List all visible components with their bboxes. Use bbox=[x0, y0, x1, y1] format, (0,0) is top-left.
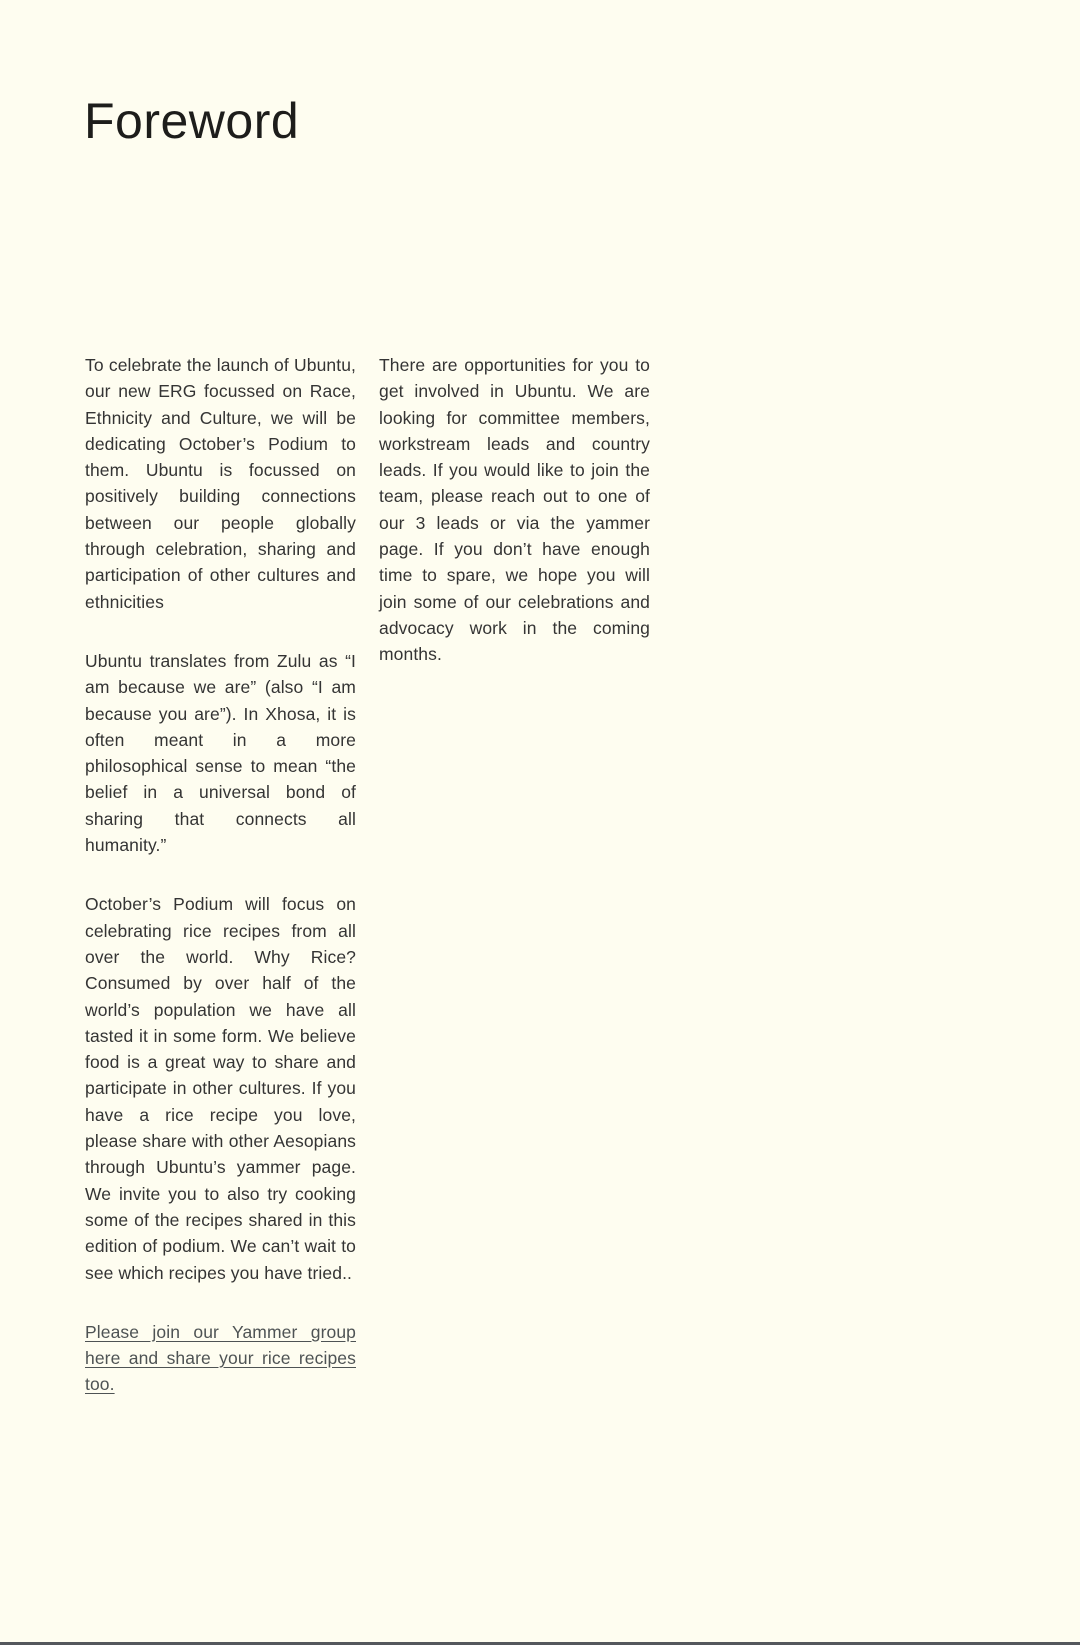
left-column bbox=[85, 352, 356, 1398]
foreword-paragraph-1: To celebrate the launch of Ubuntu, our new ERG focussed on Race, Ethnicity and Culture, we will be dedicating October’s Podium to them. Ubuntu is focussed on positively building connections between our people globally through celebration, sharing and participation of other cultures and ethnicities bbox=[85, 355, 356, 612]
right-column bbox=[379, 352, 650, 1398]
yammer-group-link[interactable]: Please join our Yammer group here and share your rice recipes too. bbox=[85, 1321, 356, 1395]
opportunities-paragraph: There are opportunities for you to get involved in Ubuntu. We are looking for committee members, workstream leads and country leads. If you would like to join the team, please reach out to one of our 3 leads or via the yammer page. If you don’t have enough time to spare, we hope you will join some of our celebrations and advocacy work in the coming months. bbox=[379, 355, 650, 665]
foreword-paragraph-3: October’s Podium will focus on celebrating rice recipes from all over the world. Why Rice? Consumed by over half of the world’s population we have all tasted it in some form. We believe food is a great way to share and participate in other cultures. If you have a rice recipe you love, please share with other Aesopians through Ubuntu’s yammer page. We invite you to also try cooking some of the recipes shared in this edition of podium. We can’t wait to see which recipes you have tried.. bbox=[85, 894, 356, 1283]
page-title: Foreword bbox=[84, 93, 300, 149]
foreword-paragraph-2: Ubuntu translates from Zulu as “I am because we are” (also “I am because you are”). In Xhosa, it is often meant in a more philosophical sense to mean “the belief in a universal bond of sharing that connects all humanity.” bbox=[85, 650, 356, 856]
text-columns bbox=[85, 352, 651, 1398]
yammer-link-paragraph bbox=[85, 1319, 356, 1398]
